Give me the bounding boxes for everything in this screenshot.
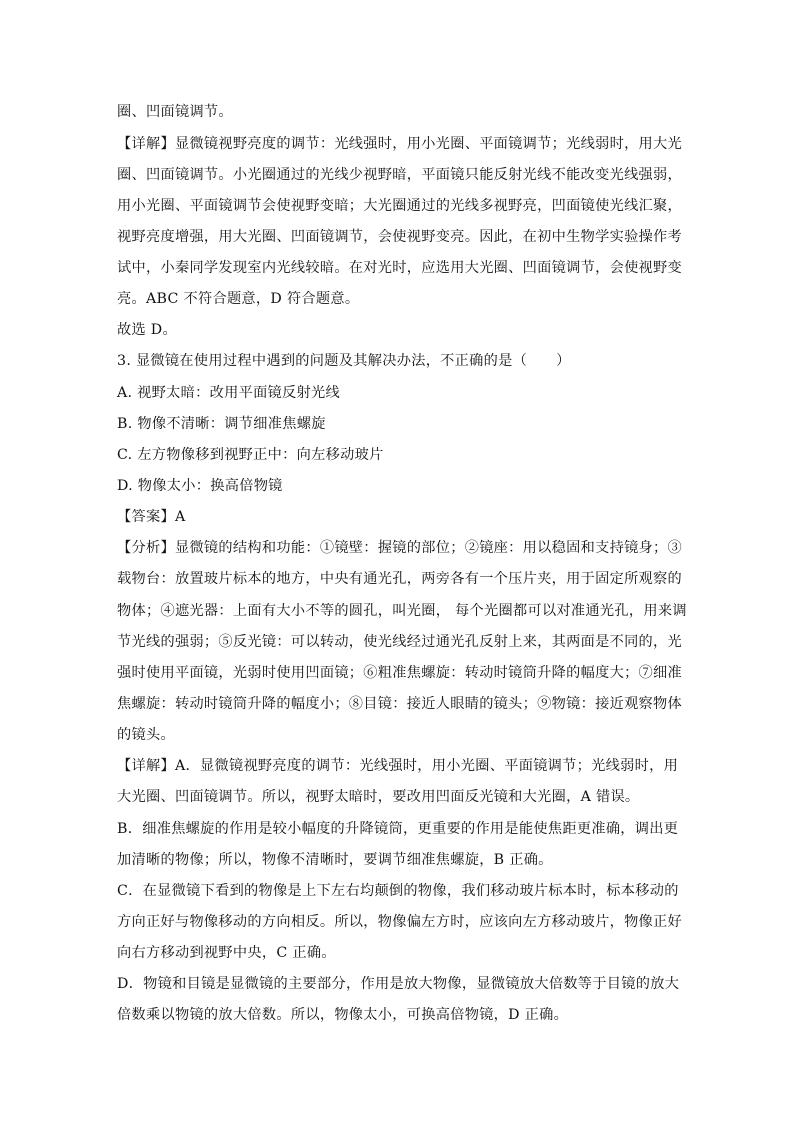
- text-line: 大光圈、凹面镜调节。所以，视野太暗时，要改用凹面反光镜和大光圈，A 错误。: [117, 789, 640, 805]
- text-line: 方向正好与物像移动的方向相反。所以，物像偏左方时，应该向左方移动玻片，物像正好: [117, 914, 683, 930]
- text-line: 节光线的强弱；⑤反光镜：可以转动，使光线经过通光孔反射上来，其两面是不同的，光: [117, 634, 683, 650]
- answer-line: 【答案】A: [117, 509, 186, 525]
- text-line: 用小光圈、平面镜调节会使视野变暗；大光圈通过的光线多视野亮，凹面镜使光线汇聚，: [117, 198, 683, 214]
- text-line: 圈、凹面镜调节。: [117, 104, 233, 120]
- option-b: B. 物像不清晰：调节细准焦螺旋: [117, 416, 326, 432]
- text-line: 载物台：放置玻片标本的地方，中央有通光孔，两旁各有一个压片夹，用于固定所观察的: [117, 571, 683, 587]
- text-line: 【分析】显微镜的结构和功能：①镜壁：握镜的部位；②镜座：用以稳固和支持镜身；③: [117, 540, 683, 556]
- option-d: D. 物像太小：换高倍物镜: [117, 478, 283, 494]
- text-line: D．物镜和目镜是显微镜的主要部分，作用是放大物像，显微镜放大倍数等于目镜的放大: [117, 976, 680, 992]
- option-a: A. 视野太暗：改用平面镜反射光线: [117, 385, 340, 401]
- text-line: C．在显微镜下看到的物像是上下左右均颠倒的物像，我们移动玻片标本时，标本移动的: [117, 883, 679, 899]
- text-line: 视野亮度增强，用大光圈、凹面镜调节，会使视野变亮。因此，在初中生物学实验操作考: [117, 229, 683, 245]
- text-line: 【详解】显微镜视野亮度的调节：光线强时，用小光圈、平面镜调节；光线弱时，用大光: [117, 136, 683, 152]
- option-c: C. 左方物像移到视野正中：向左移动玻片: [117, 447, 384, 463]
- text-line: 向右方移动到视野中央，C 正确。: [117, 945, 336, 961]
- text-line: 【详解】A．显微镜视野亮度的调节：光线强时，用小光圈、平面镜调节；光线弱时，用: [117, 758, 679, 774]
- text-line: 加清晰的物像；所以，物像不清晰时，要调节细准焦螺旋，B 正确。: [117, 852, 553, 868]
- text-line: 焦螺旋：转动时镜筒升降的幅度小；⑧目镜：接近人眼睛的镜头；⑨物镜：接近观察物体: [117, 696, 683, 712]
- text-line: B．细准焦螺旋的作用是较小幅度的升降镜筒，更重要的作用是能使焦距更准确，调出更: [117, 821, 679, 837]
- text-line: 的镜头。: [117, 727, 175, 743]
- question-stem: 3. 显微镜在使用过程中遇到的问题及其解决办法，不正确的是（ ）: [117, 353, 571, 369]
- text-line: 倍数乘以物镜的放大倍数。所以，物像太小，可换高倍物镜，D 正确。: [117, 1007, 569, 1023]
- text-line: 亮。ABC 不符合题意，D 符合题意。: [117, 291, 360, 307]
- text-line: 强时使用平面镜，光弱时使用凹面镜；⑥粗准焦螺旋：转动时镜筒升降的幅度大；⑦细准: [117, 665, 683, 681]
- text-line: 物体；④遮光器：上面有大小不等的圆孔，叫光圈， 每个光圈都可以对准通光孔，用来调: [117, 603, 687, 619]
- text-line: 圈、凹面镜调节。小光圈通过的光线少视野暗，平面镜只能反射光线不能改变光线强弱，: [117, 167, 683, 183]
- text-line: 试中，小秦同学发现室内光线较暗。在对光时，应选用大光圈、凹面镜调节，会使视野变: [117, 260, 683, 276]
- text-line: 故选 D。: [117, 322, 177, 338]
